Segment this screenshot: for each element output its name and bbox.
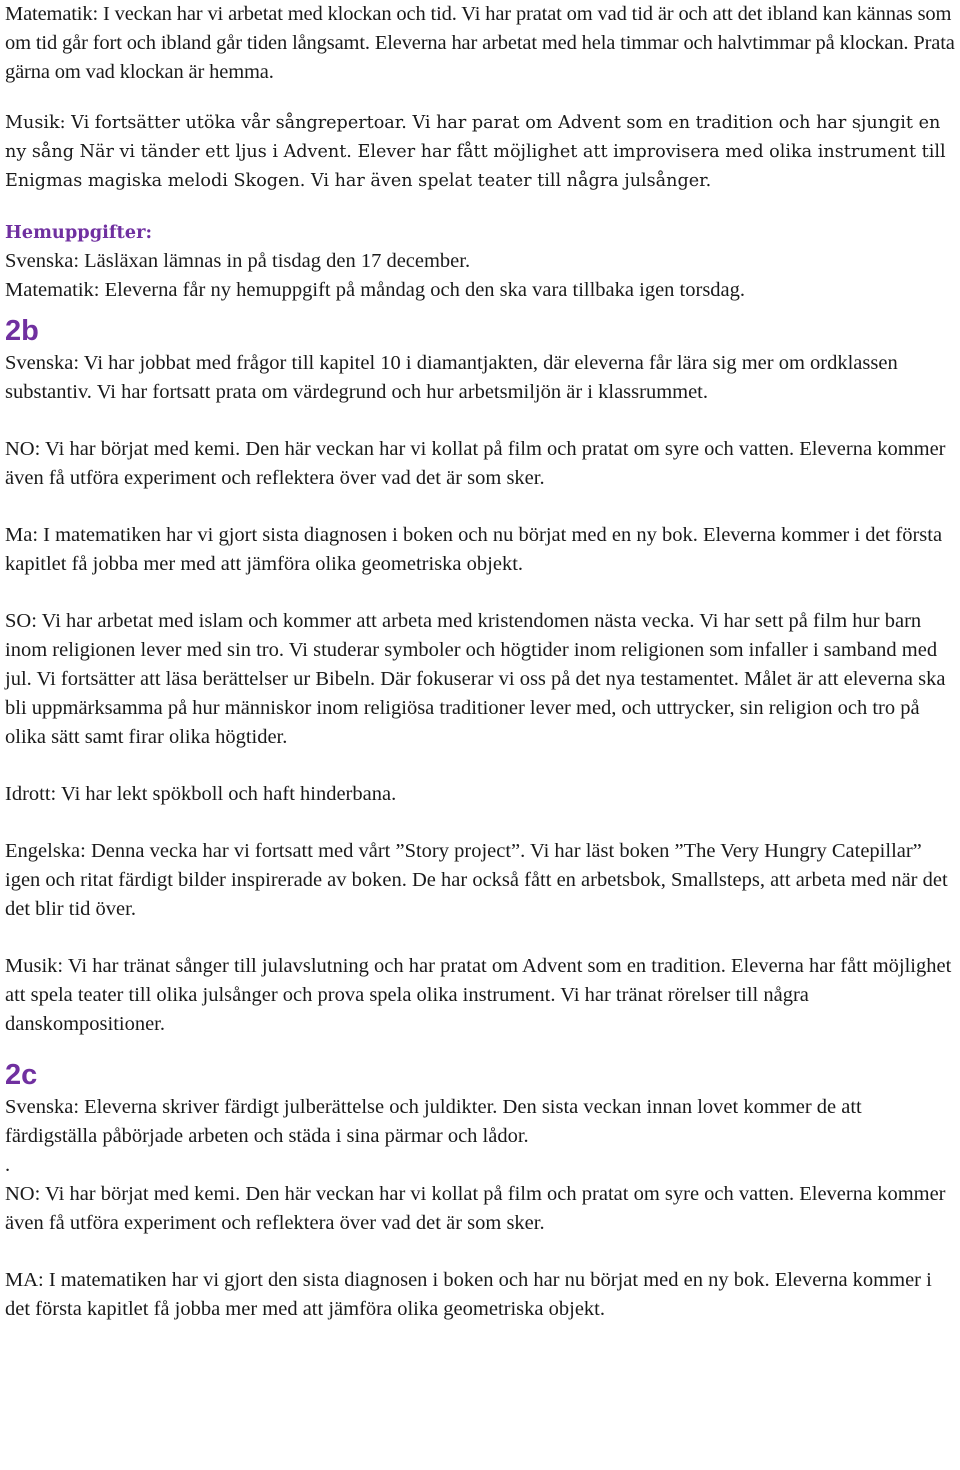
paragraph-musik: Musik: Vi fortsätter utöka vår sångrepertoar. Vi har parat om Advent som en tradition och har sjungit en ny sång När vi tänder ett ljus i Advent. Elever har fått möjlighet att improvisera med olika instrument till Enigmas magiska melodi Skogen. Vi har även spelat teater till några julsånger. — [5, 113, 946, 191]
paragraph-svenska-2b: Svenska: Vi har jobbat med frågor till kapitel 10 i diamantjakten, där eleverna får lära sig mer om ordklassen substantiv. Vi har fortsatt prata om värdegrund och hur arbetsmiljön är i klassrummet. — [5, 352, 898, 403]
dot-line: . — [5, 1154, 11, 1176]
paragraph-idrott-2b: Idrott: Vi har lekt spökboll och haft hinderbana. — [5, 783, 397, 805]
paragraph-no-2c: NO: Vi har börjat med kemi. Den här veckan har vi kollat på film och pratat om syre och vatten. Eleverna kommer även få utföra experiment och reflektera över vad det är som sker. — [5, 1183, 946, 1234]
paragraph-ma-2c: MA: I matematiken har vi gjort den sista diagnosen i boken och har nu börjat med en ny bok. Eleverna kommer i det första kapitlet få jobba mer med att jämföra olika geometriska objekt. — [5, 1269, 932, 1320]
paragraph-no-2b: NO: Vi har börjat med kemi. Den här veckan har vi kollat på film och pratat om syre och vatten. Eleverna kommer även få utföra experiment och reflektera över vad det är som sker. — [5, 438, 946, 489]
homework-matematik: Matematik: Eleverna får ny hemuppgift på måndag och den ska vara tillbaka igen torsdag. — [5, 279, 746, 301]
document-page — [5, 0, 957, 1324]
homework-svenska: Svenska: Läsläxan lämnas in på tisdag den 17 december. — [5, 250, 471, 272]
paragraph-matematik: Matematik: I veckan har vi arbetat med klockan och tid. Vi har pratat om vad tid är och att det ibland kan kännas som om tid går fort och ibland går tiden långsamt. Eleverna har arbetat med hela timmar och halvtimmar på klockan. Prata gärna om vad klockan är hemma. — [5, 3, 955, 83]
paragraph-so-2b: SO: Vi har arbetat med islam och kommer att arbeta med kristendomen nästa vecka. Vi har sett på film hur barn inom religionen lever med sin tro. Vi studerar symboler och högtider inom religionen som infaller i samband med jul. Vi fortsätter att läsa berättelser ur Bibeln. Där fokuserar vi oss på det nya testamentet. Målet är att eleverna ska bli uppmärksamma på hur människor inom religiösa traditioner lever med, och uttrycker, sin religion och tro på olika sätt samt firar olika högtider. — [5, 610, 946, 748]
paragraph-engelska-2b: Engelska: Denna vecka har vi fortsatt med vårt ”Story project”. Vi har läst boken ”The Very Hungry Catepillar” igen och ritat färdigt bilder inspirerade av boken. De har också fått en arbetsbok, Smallsteps, att arbeta med när det det blir tid över. — [5, 840, 948, 920]
paragraph-svenska-2c: Svenska: Eleverna skriver färdigt julberättelse och juldikter. Den sista veckan innan lovet kommer de att färdigställa påbörjade arbeten och städa i sina pärmar och lådor. — [5, 1096, 862, 1147]
paragraph-musik-2b: Musik: Vi har tränat sånger till julavslutning och har pratat om Advent som en tradition. Eleverna har fått möjlighet att spela teater till olika julsånger och prova spela olika instrument. Vi har tränat rörelser till några danskompositioner. — [5, 955, 952, 1035]
class-heading-2c: 2c — [5, 1059, 38, 1091]
class-heading-2b: 2b — [5, 315, 39, 347]
paragraph-ma-2b: Ma: I matematiken har vi gjort sista diagnosen i boken och nu börjat med en ny bok. Eleverna kommer i det första kapitlet få jobba mer med att jämföra olika geometriska objekt. — [5, 524, 943, 575]
homework-heading: Hemuppgifter: — [5, 222, 153, 243]
